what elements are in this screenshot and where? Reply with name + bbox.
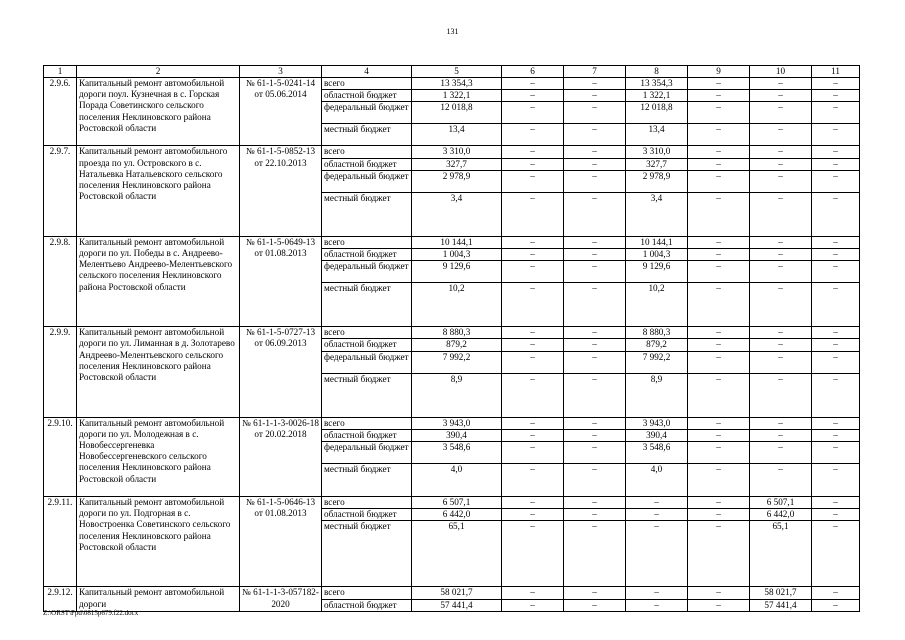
funding-source: всего — [322, 78, 412, 90]
value-c11: – — [812, 373, 860, 417]
item-document-code: № 61-1-1-3-0026-18 от 20.02.2018 — [240, 417, 322, 496]
value-c7: – — [564, 236, 626, 248]
item-document-code: № 61-1-1-3-057182-2020 — [240, 587, 322, 611]
item-description: Капитальный ремонт автомобильной дороги по ул. Молодежная в с. Новобессергеневка Новобессергеневского сельского поселения Неклиновского района Ростовской области — [77, 417, 240, 496]
funding-source: всего — [322, 327, 412, 339]
value-c8: 7 992,2 — [626, 351, 688, 373]
item-description: Капитальный ремонт автомобильной дороги — [77, 587, 240, 611]
value-c5: 57 441,4 — [412, 599, 502, 611]
value-c7: – — [564, 417, 626, 429]
value-c8: – — [626, 497, 688, 509]
value-c9: – — [688, 283, 750, 327]
value-c6: – — [502, 124, 564, 146]
header-col-10: 10 — [750, 66, 812, 78]
value-c6: – — [502, 464, 564, 497]
value-c10: – — [750, 102, 812, 124]
budget-table — [43, 65, 860, 612]
value-c7: – — [564, 351, 626, 373]
value-c9: – — [688, 327, 750, 339]
value-c10: – — [750, 261, 812, 283]
page-number: 131 — [446, 27, 459, 36]
value-c9: – — [688, 509, 750, 521]
funding-source: областной бюджет — [322, 158, 412, 170]
value-c10: – — [750, 283, 812, 327]
value-c5: 6 507,1 — [412, 497, 502, 509]
item-number: 2.9.7. — [44, 146, 77, 236]
value-c6: – — [502, 78, 564, 90]
value-c10: – — [750, 170, 812, 192]
value-c7: – — [564, 90, 626, 102]
value-c9: – — [688, 78, 750, 90]
value-c11: – — [812, 283, 860, 327]
value-c6: – — [502, 417, 564, 429]
value-c10: – — [750, 249, 812, 261]
value-c6: – — [502, 442, 564, 464]
value-c8: 1 004,3 — [626, 249, 688, 261]
value-c10: – — [750, 236, 812, 248]
value-c8: – — [626, 587, 688, 599]
value-c8: 10 144,1 — [626, 236, 688, 248]
value-c6: – — [502, 249, 564, 261]
value-c11: – — [812, 124, 860, 146]
table-row — [44, 146, 860, 158]
table-row — [44, 587, 860, 599]
value-c8: – — [626, 509, 688, 521]
funding-source: федеральный бюджет — [322, 442, 412, 464]
item-number: 2.9.8. — [44, 236, 77, 326]
funding-source: областной бюджет — [322, 339, 412, 351]
value-c11: – — [812, 351, 860, 373]
funding-source: областной бюджет — [322, 249, 412, 261]
value-c11: – — [812, 90, 860, 102]
value-c10: – — [750, 146, 812, 158]
value-c10: – — [750, 464, 812, 497]
value-c5: 12 018,8 — [412, 102, 502, 124]
value-c7: – — [564, 587, 626, 599]
header-col-1: 1 — [44, 66, 77, 78]
value-c11: – — [812, 146, 860, 158]
value-c9: – — [688, 102, 750, 124]
funding-source: всего — [322, 417, 412, 429]
value-c11: – — [812, 170, 860, 192]
value-c6: – — [502, 158, 564, 170]
item-description: Капитальный ремонт автомобильной дороги по ул. Подгорная в с. Новостроенка Советинского сельского поселения Неклиновского района Ростовской области — [77, 497, 240, 587]
value-c10: – — [750, 327, 812, 339]
table-row — [44, 236, 860, 248]
table-row — [44, 417, 860, 429]
value-c6: – — [502, 283, 564, 327]
value-c6: – — [502, 599, 564, 611]
funding-source: федеральный бюджет — [322, 170, 412, 192]
value-c11: – — [812, 327, 860, 339]
value-c10: – — [750, 351, 812, 373]
header-col-7: 7 — [564, 66, 626, 78]
value-c9: – — [688, 351, 750, 373]
value-c9: – — [688, 90, 750, 102]
value-c6: – — [502, 146, 564, 158]
value-c5: 6 442,0 — [412, 509, 502, 521]
value-c8: 3 943,0 — [626, 417, 688, 429]
value-c9: – — [688, 236, 750, 248]
funding-source: местный бюджет — [322, 464, 412, 497]
footer-file-path: Z:\ORST\Ppd\0815p679.f22.docx — [43, 609, 139, 617]
header-col-8: 8 — [626, 66, 688, 78]
value-c7: – — [564, 158, 626, 170]
funding-source: областной бюджет — [322, 90, 412, 102]
value-c11: – — [812, 249, 860, 261]
value-c11: – — [812, 236, 860, 248]
value-c8: 1 322,1 — [626, 90, 688, 102]
value-c6: – — [502, 521, 564, 587]
value-c6: – — [502, 497, 564, 509]
item-document-code: № 61-1-5-0241-14 от 05.06.2014 — [240, 78, 322, 146]
value-c9: – — [688, 339, 750, 351]
value-c8: – — [626, 521, 688, 587]
value-c11: – — [812, 158, 860, 170]
funding-source: местный бюджет — [322, 124, 412, 146]
funding-source: федеральный бюджет — [322, 261, 412, 283]
value-c10: – — [750, 339, 812, 351]
value-c6: – — [502, 102, 564, 124]
value-c6: – — [502, 587, 564, 599]
value-c9: – — [688, 417, 750, 429]
value-c11: – — [812, 102, 860, 124]
value-c7: – — [564, 249, 626, 261]
value-c7: – — [564, 464, 626, 497]
value-c9: – — [688, 599, 750, 611]
value-c6: – — [502, 261, 564, 283]
value-c7: – — [564, 497, 626, 509]
value-c7: – — [564, 283, 626, 327]
item-number: 2.9.11. — [44, 497, 77, 587]
value-c9: – — [688, 442, 750, 464]
table-header — [44, 66, 860, 78]
value-c11: – — [812, 464, 860, 497]
header-col-4: 4 — [322, 66, 412, 78]
value-c5: 2 978,9 — [412, 170, 502, 192]
item-description: Капитальный ремонт автомобильной дороги по ул. Победы в с. Андреево-Мелентьево Андреево-Мелентьевского сельского поселения Неклиновского района Ростовской области — [77, 236, 240, 326]
value-c10: – — [750, 124, 812, 146]
value-c9: – — [688, 249, 750, 261]
value-c10: – — [750, 442, 812, 464]
value-c8: 9 129,6 — [626, 261, 688, 283]
value-c7: – — [564, 442, 626, 464]
value-c5: 65,1 — [412, 521, 502, 587]
value-c6: – — [502, 429, 564, 441]
item-number: 2.9.10. — [44, 417, 77, 496]
header-col-3: 3 — [240, 66, 322, 78]
value-c7: – — [564, 102, 626, 124]
value-c11: – — [812, 521, 860, 587]
value-c8: 13 354,3 — [626, 78, 688, 90]
value-c6: – — [502, 192, 564, 236]
value-c11: – — [812, 192, 860, 236]
value-c5: 13 354,3 — [412, 78, 502, 90]
item-number: 2.9.12. — [44, 587, 77, 611]
value-c9: – — [688, 192, 750, 236]
funding-source: местный бюджет — [322, 521, 412, 587]
value-c10: 57 441,4 — [750, 599, 812, 611]
value-c10: – — [750, 90, 812, 102]
value-c9: – — [688, 429, 750, 441]
value-c11: – — [812, 429, 860, 441]
item-document-code: № 61-1-5-0649-13 от 01.08.2013 — [240, 236, 322, 326]
value-c9: – — [688, 497, 750, 509]
value-c6: – — [502, 170, 564, 192]
item-description: Капитальный ремонт автомобильного проезда по ул. Островского в с. Натальевка Натальевского сельского поселения Неклиновского района Ростовской области — [77, 146, 240, 236]
value-c5: 3 310,0 — [412, 146, 502, 158]
item-document-code: № 61-1-5-0852-13 от 22.10.2013 — [240, 146, 322, 236]
item-number: 2.9.9. — [44, 327, 77, 417]
value-c8: 879,2 — [626, 339, 688, 351]
value-c5: 1 322,1 — [412, 90, 502, 102]
value-c8: – — [626, 599, 688, 611]
value-c7: – — [564, 261, 626, 283]
value-c10: – — [750, 78, 812, 90]
value-c7: – — [564, 146, 626, 158]
funding-source: всего — [322, 497, 412, 509]
value-c9: – — [688, 373, 750, 417]
value-c7: – — [564, 339, 626, 351]
value-c5: 4,0 — [412, 464, 502, 497]
value-c6: – — [502, 339, 564, 351]
value-c10: 58 021,7 — [750, 587, 812, 599]
value-c10: – — [750, 373, 812, 417]
value-c10: – — [750, 192, 812, 236]
funding-source: всего — [322, 587, 412, 599]
header-col-11: 11 — [812, 66, 860, 78]
funding-source: местный бюджет — [322, 373, 412, 417]
value-c10: – — [750, 429, 812, 441]
value-c6: – — [502, 327, 564, 339]
value-c9: – — [688, 464, 750, 497]
value-c11: – — [812, 442, 860, 464]
value-c7: – — [564, 124, 626, 146]
value-c8: 327,7 — [626, 158, 688, 170]
value-c5: 3 943,0 — [412, 417, 502, 429]
item-number: 2.9.6. — [44, 78, 77, 146]
value-c6: – — [502, 90, 564, 102]
value-c6: – — [502, 509, 564, 521]
value-c11: – — [812, 339, 860, 351]
value-c8: 4,0 — [626, 464, 688, 497]
value-c5: 10 144,1 — [412, 236, 502, 248]
value-c5: 327,7 — [412, 158, 502, 170]
value-c9: – — [688, 170, 750, 192]
value-c11: – — [812, 497, 860, 509]
value-c5: 879,2 — [412, 339, 502, 351]
value-c7: – — [564, 192, 626, 236]
value-c8: 3 310,0 — [626, 146, 688, 158]
value-c8: 3,4 — [626, 192, 688, 236]
item-description: Капитальный ремонт автомобильной дороги поул. Кузнечная в с. Горская Порада Советинского сельского поселения Неклиновского района Ростовской области — [77, 78, 240, 146]
funding-source: местный бюджет — [322, 283, 412, 327]
item-document-code: № 61-1-5-0727-13 от 06.09.2013 — [240, 327, 322, 417]
value-c11: – — [812, 78, 860, 90]
value-c7: – — [564, 327, 626, 339]
value-c8: 2 978,9 — [626, 170, 688, 192]
funding-source: областной бюджет — [322, 509, 412, 521]
header-col-6: 6 — [502, 66, 564, 78]
value-c11: – — [812, 261, 860, 283]
header-row — [44, 66, 860, 78]
funding-source: областной бюджет — [322, 429, 412, 441]
value-c7: – — [564, 78, 626, 90]
funding-source: всего — [322, 146, 412, 158]
value-c7: – — [564, 429, 626, 441]
funding-source: федеральный бюджет — [322, 351, 412, 373]
value-c7: – — [564, 521, 626, 587]
item-description: Капитальный ремонт автомобильной дороги по ул. Лиманная в д. Золотарево Андреево-Мелентьевского сельского поселения Неклиновского района Ростовской области — [77, 327, 240, 417]
value-c5: 10,2 — [412, 283, 502, 327]
value-c7: – — [564, 599, 626, 611]
value-c11: – — [812, 417, 860, 429]
header-col-2: 2 — [77, 66, 240, 78]
value-c10: 6 507,1 — [750, 497, 812, 509]
value-c9: – — [688, 587, 750, 599]
value-c8: 12 018,8 — [626, 102, 688, 124]
value-c8: 8 880,3 — [626, 327, 688, 339]
value-c5: 3,4 — [412, 192, 502, 236]
value-c7: – — [564, 373, 626, 417]
value-c8: 13,4 — [626, 124, 688, 146]
header-col-5: 5 — [412, 66, 502, 78]
table-row — [44, 327, 860, 339]
value-c10: – — [750, 417, 812, 429]
funding-source: областной бюджет — [322, 599, 412, 611]
value-c8: 3 548,6 — [626, 442, 688, 464]
value-c10: 6 442,0 — [750, 509, 812, 521]
value-c10: 65,1 — [750, 521, 812, 587]
value-c5: 390,4 — [412, 429, 502, 441]
value-c8: 8,9 — [626, 373, 688, 417]
value-c5: 58 021,7 — [412, 587, 502, 599]
value-c6: – — [502, 373, 564, 417]
value-c11: – — [812, 599, 860, 611]
value-c5: 3 548,6 — [412, 442, 502, 464]
funding-source: местный бюджет — [322, 192, 412, 236]
value-c9: – — [688, 124, 750, 146]
value-c8: 390,4 — [626, 429, 688, 441]
value-c9: – — [688, 146, 750, 158]
item-document-code: № 61-1-5-0646-13 от 01.08.2013 — [240, 497, 322, 587]
table-row — [44, 78, 860, 90]
value-c10: – — [750, 158, 812, 170]
table-body — [44, 78, 860, 612]
value-c11: – — [812, 587, 860, 599]
value-c11: – — [812, 509, 860, 521]
value-c6: – — [502, 351, 564, 373]
header-col-9: 9 — [688, 66, 750, 78]
value-c9: – — [688, 158, 750, 170]
value-c6: – — [502, 236, 564, 248]
value-c9: – — [688, 261, 750, 283]
value-c5: 9 129,6 — [412, 261, 502, 283]
value-c7: – — [564, 509, 626, 521]
value-c8: 10,2 — [626, 283, 688, 327]
funding-source: федеральный бюджет — [322, 102, 412, 124]
value-c5: 7 992,2 — [412, 351, 502, 373]
table-row — [44, 497, 860, 509]
value-c5: 1 004,3 — [412, 249, 502, 261]
funding-source: всего — [322, 236, 412, 248]
value-c7: – — [564, 170, 626, 192]
value-c5: 13,4 — [412, 124, 502, 146]
value-c5: 8,9 — [412, 373, 502, 417]
value-c5: 8 880,3 — [412, 327, 502, 339]
value-c9: – — [688, 521, 750, 587]
